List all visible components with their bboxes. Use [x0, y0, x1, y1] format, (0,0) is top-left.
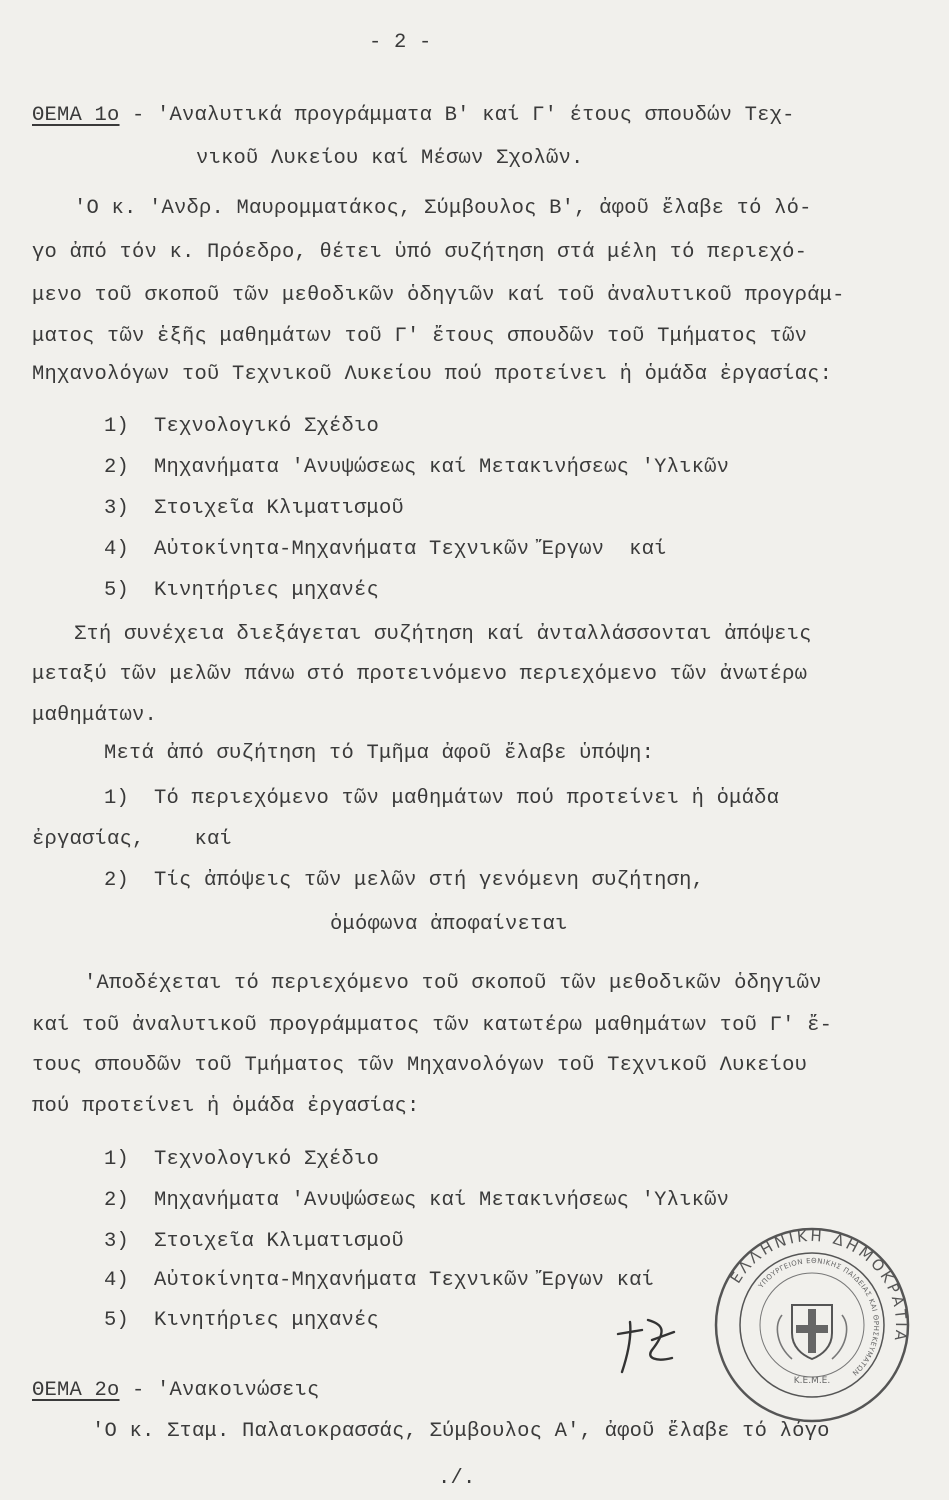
continuation-mark: ./. — [438, 1467, 476, 1490]
consideration-line: 1) Τό περιεχόμενο τῶν μαθημάτων πού προτείνει ἡ ὁμάδα — [104, 787, 780, 810]
theme2-heading — [32, 1378, 320, 1404]
after-discussion-line: Μετά ἀπό συζήτηση τό Τμῆμα ἀφοῦ ἔλαβε ὑπόψη: — [104, 742, 655, 765]
theme1-title-line2: νικοῦ Λυκείου καί Μέσων Σχολῶν. — [196, 147, 584, 170]
theme2-line: 'Ο κ. Σταμ. Παλαιοκρασσάς, Σύμβουλος Α', ἀφοῦ ἔλαβε τό λόγο — [92, 1420, 830, 1443]
decision-line: πού προτείνει ἡ ὁμάδα ἐργασίας: — [32, 1095, 420, 1118]
page-number: - 2 - — [369, 31, 432, 54]
intro-line: γο ἀπό τόν κ. Πρόεδρο, θέτει ὑπό συζήτηση στά μέλη τό περιεχό- — [32, 241, 808, 264]
intro-line: μενο τοῦ σκοποῦ τῶν μεθοδικῶν ὁδηγιῶν καί τοῦ ἀναλυτικοῦ προγράμ- — [32, 284, 845, 307]
course-list-item: 1) Τεχνολογικό Σχέδιο — [104, 415, 380, 438]
consideration-line: 2) Τίς ἀπόψεις τῶν μελῶν στή γενόμενη συζήτηση, — [104, 869, 705, 892]
signature-icon — [612, 1310, 702, 1380]
course-list-item: 5) Κινητήριες μηχανές — [104, 1309, 380, 1332]
decision-line: 'Αποδέχεται τό περιεχόμενο τοῦ σκοποῦ τῶν μεθοδικῶν ὁδηγιῶν — [84, 972, 822, 995]
decision-line: τους σπουδῶν τοῦ Τμήματος τῶν Μηχανολόγων τοῦ Τεχνικοῦ Λυκείου — [32, 1054, 808, 1077]
decision-line: καί τοῦ ἀναλυτικοῦ προγράμματος τῶν κατωτέρω μαθημάτων τοῦ Γ' ἔ- — [32, 1014, 833, 1037]
intro-line: Μηχανολόγων τοῦ Τεχνικοῦ Λυκείου πού προτείνει ἡ ὁμάδα ἐργασίας: — [32, 363, 833, 386]
official-stamp-icon — [712, 1225, 912, 1425]
stamp-inner-text: ΥΠΟΥΡΓΕΙΟΝ ΕΘΝΙΚΗΣ ΠΑΙΔΕΙΑΣ ΚΑΙ ΘΡΗΣΚΕΥΜΑΤΩΝ — [757, 1256, 881, 1378]
course-list-item: 4) Αὐτοκίνητα-Μηχανήματα Τεχνικῶν Ἔργων καί — [104, 538, 667, 561]
discussion-line: Στή συνέχεια διεξάγεται συζήτηση καί ἀνταλλάσσονται ἀπόψεις — [74, 623, 812, 646]
intro-line: 'Ο κ. 'Ανδρ. Μαυρομματάκος, Σύμβουλος Β', ἀφοῦ ἔλαβε τό λό- — [74, 197, 812, 220]
course-list-item: 3) Στοιχεῖα Κλιματισμοῦ — [104, 497, 405, 520]
coat-of-arms-icon — [777, 1305, 846, 1359]
theme1-title-line1: - 'Αναλυτικά προγράμματα Β' καί Γ' έτους σπουδών Τεχ- — [119, 104, 795, 127]
theme2-title: - 'Ανακοινώσεις — [119, 1379, 320, 1402]
discussion-line: μεταξύ τῶν μελῶν πάνω στό προτεινόμενο περιεχόμενο τῶν ἀνωτέρω — [32, 663, 808, 686]
theme1-heading — [32, 103, 795, 129]
decision-heading: ὁμόφωνα ἀποφαίνεται — [330, 913, 568, 936]
course-list-item: 3) Στοιχεῖα Κλιματισμοῦ — [104, 1230, 405, 1253]
course-list-item: 4) Αὐτοκίνητα-Μηχανήματα Τεχνικῶν Ἔργων καί — [104, 1269, 655, 1292]
intro-line: ματος τῶν ἑξῆς μαθημάτων τοῦ Γ' ἔτους σπουδῶν τοῦ Τμήματος τῶν — [32, 325, 808, 348]
course-list-item: 5) Κινητήριες μηχανές — [104, 579, 380, 602]
course-list-item: 1) Τεχνολογικό Σχέδιο — [104, 1148, 380, 1171]
stamp-outer-text: ΕΛΛΗΝΙΚΗ ΔΗΜΟΚΡΑΤΙΑ — [726, 1226, 911, 1345]
stamp-bottom-text: Κ.Ε.Μ.Ε. — [793, 1376, 831, 1386]
theme2-label: ΘΕΜΑ 2ο — [32, 1379, 120, 1402]
discussion-line: μαθημάτων. — [32, 704, 158, 727]
theme1-label: ΘΕΜΑ 1ο — [32, 104, 120, 127]
course-list-item: 2) Μηχανήματα 'Ανυψώσεως καί Μετακινήσεως 'Υλικῶν — [104, 456, 730, 479]
course-list-item: 2) Μηχανήματα 'Ανυψώσεως καί Μετακινήσεως 'Υλικῶν — [104, 1189, 730, 1212]
consideration-line: ἐργασίας, καί — [32, 828, 233, 851]
